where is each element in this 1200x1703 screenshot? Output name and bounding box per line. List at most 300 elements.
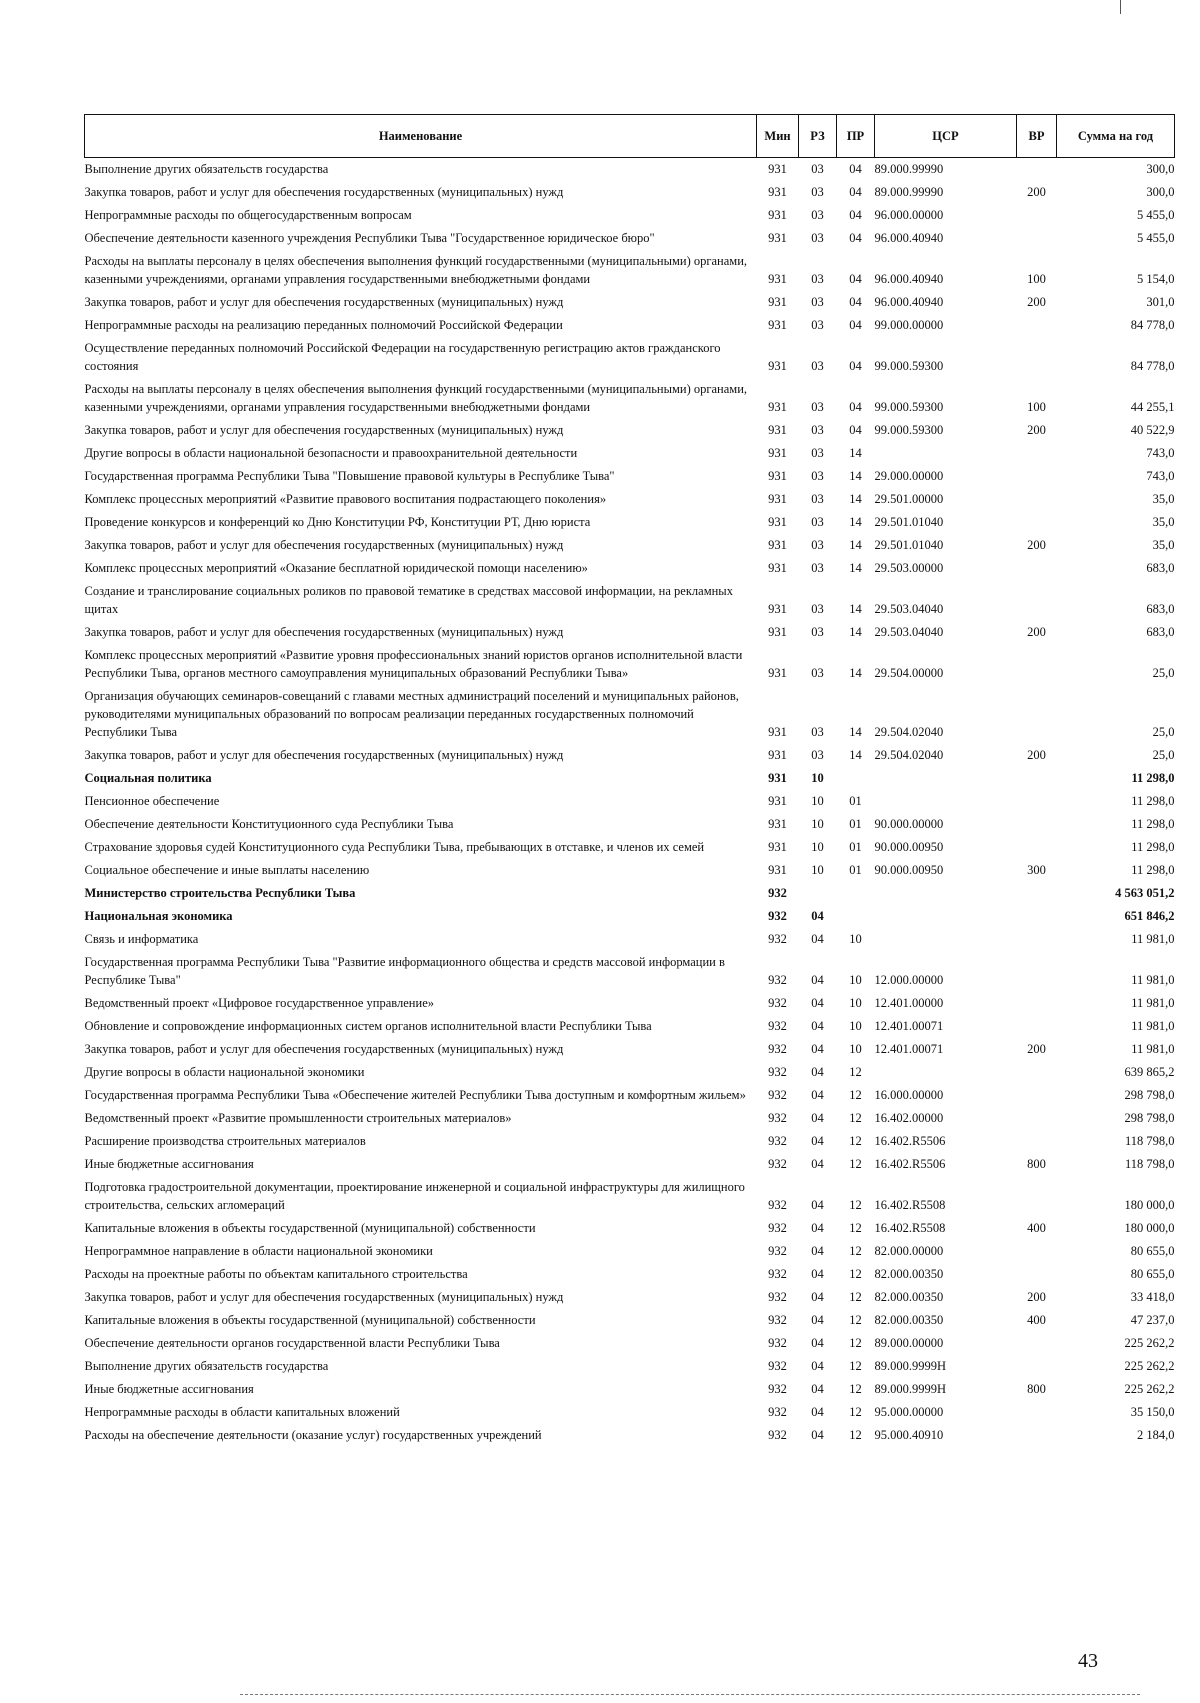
- cell-csr: 29.504.02040: [874, 748, 944, 762]
- cell-vr: [1017, 1332, 1057, 1355]
- cell-name: Другие вопросы в области национальной экономики: [84, 1065, 365, 1079]
- header-name: Наименование: [85, 115, 757, 158]
- cell-vr: 200: [1027, 185, 1046, 199]
- cell-name: Государственная программа Республики Тыва "Повышение правовой культуры в Республике Тыва": [84, 469, 615, 483]
- cell-pr: 12: [849, 1382, 862, 1396]
- cell-rz: 03: [811, 492, 824, 506]
- cell-pr: 04: [849, 359, 862, 373]
- cell-min: 931: [768, 602, 787, 616]
- cell-pr: 12: [849, 1134, 862, 1148]
- cell-vr: [1017, 465, 1057, 488]
- cell-rz: 04: [811, 1428, 824, 1442]
- table-row: [85, 314, 1175, 337]
- cell-min: 932: [768, 1088, 787, 1102]
- cell-csr: 90.000.00950: [874, 840, 944, 854]
- cell-pr: 10: [849, 1042, 862, 1056]
- cell-csr: 96.000.40940: [874, 295, 944, 309]
- table-row: [85, 1401, 1175, 1424]
- cell-pr: 04: [849, 231, 862, 245]
- cell-rz: 04: [811, 1134, 824, 1148]
- cell-name: Непрограммные расходы на реализацию переданных полномочий Российской Федерации: [84, 318, 563, 332]
- cell-name: Закупка товаров, работ и услуг для обеспечения государственных (муниципальных) нужд: [84, 748, 564, 762]
- cell-vr: [1017, 580, 1057, 621]
- cell-sum: 11 981,0: [1131, 1042, 1175, 1056]
- cell-csr: 89.000.99990: [874, 162, 944, 176]
- cell-min: 932: [768, 1313, 787, 1327]
- cell-name: Создание и транслирование социальных роликов по правовой тематике в средствах массовой информации, на рекламных щитах: [84, 584, 733, 616]
- table-row: [85, 250, 1175, 291]
- table-row: [85, 992, 1175, 1015]
- cell-sum: 11 981,0: [1131, 973, 1175, 987]
- cell-pr: 12: [849, 1088, 862, 1102]
- table-row: [85, 1061, 1175, 1084]
- cell-vr: [1017, 1084, 1057, 1107]
- cell-min: 931: [768, 446, 787, 460]
- table-row: [85, 1153, 1175, 1176]
- cell-name: Расходы на проектные работы по объектам капитального строительства: [84, 1267, 468, 1281]
- cell-pr: 01: [849, 794, 862, 808]
- cell-rz: 10: [811, 840, 824, 854]
- cell-name: Расходы на выплаты персоналу в целях обеспечения выполнения функций государственными (муниципальными) органами, казенными учреждениями, органами управления государственными внебюджетными фондами: [84, 382, 748, 414]
- cell-rz: 10: [811, 863, 824, 877]
- cell-rz: 04: [811, 1267, 824, 1281]
- cell-sum: 25,0: [1152, 748, 1175, 762]
- cell-pr: 04: [849, 272, 862, 286]
- cell-rz: 03: [811, 162, 824, 176]
- cell-pr: [837, 882, 875, 905]
- cell-name: Расширение производства строительных материалов: [84, 1134, 366, 1148]
- cell-sum: 118 798,0: [1124, 1134, 1175, 1148]
- cell-sum: 298 798,0: [1124, 1088, 1175, 1102]
- table-row: [85, 511, 1175, 534]
- cell-sum: 25,0: [1152, 725, 1175, 739]
- cell-rz: 03: [811, 748, 824, 762]
- cell-sum: 84 778,0: [1130, 359, 1175, 373]
- cell-rz: 03: [811, 359, 824, 373]
- cell-min: 931: [768, 666, 787, 680]
- cell-pr: 04: [849, 400, 862, 414]
- cell-vr: [1017, 557, 1057, 580]
- cell-name: Закупка товаров, работ и услуг для обеспечения государственных (муниципальных) нужд: [84, 625, 564, 639]
- cell-pr: 14: [849, 469, 862, 483]
- cell-min: 932: [768, 1267, 787, 1281]
- table-row: [85, 158, 1175, 182]
- cell-csr: 29.501.01040: [874, 538, 944, 552]
- cell-name: Обеспечение деятельности казенного учреждения Республики Тыва "Государственное юридическое бюро": [84, 231, 655, 245]
- table-header: [85, 115, 1175, 158]
- cell-csr: 29.501.01040: [874, 515, 944, 529]
- cell-pr: 12: [849, 1405, 862, 1419]
- cell-vr: [1017, 767, 1057, 790]
- cell-pr: 14: [849, 666, 862, 680]
- cell-min: 932: [768, 1405, 787, 1419]
- cell-pr: 01: [849, 863, 862, 877]
- cell-name: Подготовка градостроительной документации, проектирование инженерной и социальной инфраструктуры для жилищного строительства, сельских агломераций: [84, 1180, 745, 1212]
- cell-csr: [875, 905, 1017, 928]
- cell-rz: 04: [811, 1359, 824, 1373]
- cell-name: Государственная программа Республики Тыва «Обеспечение жителей Республики Тыва доступным и комфортным жильем»: [84, 1088, 746, 1102]
- cell-pr: 14: [849, 602, 862, 616]
- cell-vr: 800: [1027, 1157, 1046, 1171]
- cell-name: Непрограммные расходы в области капитальных вложений: [84, 1405, 400, 1419]
- cell-vr: 200: [1027, 295, 1046, 309]
- table-row: [85, 557, 1175, 580]
- cell-name: Комплекс процессных мероприятий «Развитие правового воспитания подрастающего поколения»: [84, 492, 607, 506]
- cell-min: 932: [768, 996, 787, 1010]
- cell-rz: 04: [811, 1042, 824, 1056]
- cell-rz: 04: [811, 1313, 824, 1327]
- cell-vr: [1017, 337, 1057, 378]
- cell-csr: 82.000.00350: [874, 1267, 944, 1281]
- cell-rz: 03: [811, 446, 824, 460]
- cell-name: Ведомственный проект «Цифровое государственное управление»: [84, 996, 434, 1010]
- cell-csr: [875, 442, 1017, 465]
- cell-csr: 16.402.R5508: [874, 1198, 946, 1212]
- cell-sum: 225 262,2: [1124, 1359, 1175, 1373]
- table-row: [85, 644, 1175, 685]
- cell-rz: 03: [811, 725, 824, 739]
- cell-sum: 743,0: [1146, 446, 1175, 460]
- table-row: [85, 859, 1175, 882]
- cell-sum: 11 298,0: [1131, 794, 1175, 808]
- cell-min: 931: [768, 295, 787, 309]
- cell-min: 931: [768, 561, 787, 575]
- cell-vr: [1017, 488, 1057, 511]
- cell-pr: 12: [849, 1267, 862, 1281]
- cell-sum: 118 798,0: [1124, 1157, 1175, 1171]
- cell-rz: 03: [811, 625, 824, 639]
- table-body: [85, 158, 1175, 1448]
- cell-min: 931: [768, 748, 787, 762]
- cell-sum: 5 154,0: [1137, 272, 1175, 286]
- cell-pr: 01: [849, 817, 862, 831]
- cell-vr: [1017, 992, 1057, 1015]
- cell-sum: 35 150,0: [1130, 1405, 1175, 1419]
- cell-vr: [1017, 204, 1057, 227]
- cell-name: Выполнение других обязательств государства: [84, 1359, 329, 1373]
- table-row: [85, 291, 1175, 314]
- cell-min: 932: [768, 1042, 787, 1056]
- cell-pr: 12: [849, 1290, 862, 1304]
- cell-csr: 16.402.R5506: [874, 1134, 946, 1148]
- cell-name: Комплекс процессных мероприятий «Оказание бесплатной юридической помощи населению»: [84, 561, 588, 575]
- cell-pr: [837, 767, 875, 790]
- cell-min: 932: [768, 1336, 787, 1350]
- cell-rz: 04: [811, 1382, 824, 1396]
- cell-name: Расходы на обеспечение деятельности (оказание услуг) государственных учреждений: [84, 1428, 542, 1442]
- cell-min: 931: [768, 400, 787, 414]
- cell-name: Организация обучающих семинаров-совещаний с главами местных администраций поселений и муниципальных районов, руководителями муниципальных образований по вопросам реализации переданных государственных полномочий Республики Тыва: [84, 689, 739, 739]
- cell-min: 932: [768, 1428, 787, 1442]
- cell-rz: 04: [811, 909, 824, 923]
- cell-csr: 99.000.00000: [874, 318, 944, 332]
- cell-min: 932: [768, 1382, 787, 1396]
- cell-sum: 180 000,0: [1124, 1198, 1175, 1212]
- table-row: [85, 419, 1175, 442]
- cell-min: 931: [768, 725, 787, 739]
- cell-pr: 14: [849, 725, 862, 739]
- cell-pr: 12: [849, 1198, 862, 1212]
- cell-vr: [1017, 905, 1057, 928]
- cell-csr: 90.000.00950: [874, 863, 944, 877]
- table-row: [85, 813, 1175, 836]
- table-row: [85, 1217, 1175, 1240]
- cell-vr: [1017, 685, 1057, 744]
- cell-sum: 35,0: [1152, 492, 1175, 506]
- cell-vr: 400: [1027, 1313, 1046, 1327]
- cell-sum: 180 000,0: [1124, 1221, 1175, 1235]
- cell-min: 931: [768, 423, 787, 437]
- cell-pr: 12: [849, 1065, 862, 1079]
- cell-name: Непрограммные расходы по общегосударственным вопросам: [84, 208, 412, 222]
- cell-rz: 04: [811, 1065, 824, 1079]
- cell-csr: 12.401.00071: [874, 1019, 944, 1033]
- cell-min: 932: [768, 932, 787, 946]
- page-number: 43: [1078, 1650, 1098, 1672]
- budget-table: [84, 114, 1175, 1447]
- cell-min: 931: [768, 515, 787, 529]
- cell-sum: 651 846,2: [1124, 909, 1175, 923]
- cell-csr: [875, 928, 1017, 951]
- cell-vr: 200: [1027, 1042, 1046, 1056]
- cell-sum: 11 298,0: [1131, 771, 1175, 785]
- table-row: [85, 905, 1175, 928]
- cell-pr: 10: [849, 973, 862, 987]
- cell-csr: [875, 1061, 1017, 1084]
- cell-min: 932: [768, 1221, 787, 1235]
- cell-csr: 99.000.59300: [874, 359, 944, 373]
- cell-name: Проведение конкурсов и конференций ко Дню Конституции РФ, Конституции РТ, Дню юриста: [84, 515, 591, 529]
- table-row: [85, 1286, 1175, 1309]
- cell-vr: [1017, 790, 1057, 813]
- cell-vr: [1017, 1015, 1057, 1038]
- cell-vr: [1017, 1424, 1057, 1447]
- cell-vr: [1017, 442, 1057, 465]
- cell-csr: 29.000.00000: [874, 469, 944, 483]
- cell-vr: [1017, 1130, 1057, 1153]
- cell-vr: 800: [1027, 1382, 1046, 1396]
- cell-name: Капитальные вложения в объекты государственной (муниципальной) собственности: [84, 1221, 536, 1235]
- cell-name: Закупка товаров, работ и услуг для обеспечения государственных (муниципальных) нужд: [84, 1290, 564, 1304]
- cell-rz: 04: [811, 1157, 824, 1171]
- cell-sum: 225 262,2: [1124, 1382, 1175, 1396]
- cell-rz: 03: [811, 666, 824, 680]
- cell-pr: 14: [849, 446, 862, 460]
- cell-vr: [1017, 1176, 1057, 1217]
- cell-sum: 639 865,2: [1124, 1065, 1175, 1079]
- cell-min: 932: [768, 886, 787, 900]
- cell-pr: 12: [849, 1221, 862, 1235]
- cell-vr: [1017, 813, 1057, 836]
- cell-name: Капитальные вложения в объекты государственной (муниципальной) собственности: [84, 1313, 536, 1327]
- cell-vr: [1017, 951, 1057, 992]
- cell-csr: [875, 882, 1017, 905]
- cell-vr: [1017, 314, 1057, 337]
- cell-rz: 04: [811, 932, 824, 946]
- cell-rz: 04: [811, 1290, 824, 1304]
- cell-pr: 14: [849, 561, 862, 575]
- table-row: [85, 465, 1175, 488]
- cell-csr: 96.000.40940: [874, 231, 944, 245]
- cell-pr: 04: [849, 295, 862, 309]
- cell-min: 931: [768, 469, 787, 483]
- table-row: [85, 1240, 1175, 1263]
- cell-rz: [799, 882, 837, 905]
- cell-rz: 03: [811, 400, 824, 414]
- cell-name: Другие вопросы в области национальной безопасности и правоохранительной деятельности: [84, 446, 578, 460]
- cell-name: Страхование здоровья судей Конституционного суда Республики Тыва, пребывающих в отставке, и членов их семей: [84, 840, 705, 854]
- cell-csr: [875, 767, 1017, 790]
- cell-name: Государственная программа Республики Тыва "Развитие информационного общества и средств массовой информации в Республике Тыва": [84, 955, 725, 987]
- cell-sum: 301,0: [1146, 295, 1175, 309]
- cell-rz: 03: [811, 561, 824, 575]
- cell-pr: 01: [849, 840, 862, 854]
- cell-vr: [1017, 1263, 1057, 1286]
- table-row: [85, 227, 1175, 250]
- cell-sum: 80 655,0: [1130, 1267, 1175, 1281]
- cell-sum: 44 255,1: [1130, 400, 1175, 414]
- cell-min: 931: [768, 318, 787, 332]
- cell-csr: 96.000.00000: [874, 208, 944, 222]
- cell-rz: 04: [811, 1221, 824, 1235]
- cell-csr: 95.000.00000: [874, 1405, 944, 1419]
- cell-min: 932: [768, 1244, 787, 1258]
- cell-csr: 29.501.00000: [874, 492, 944, 506]
- cell-name: Обеспечение деятельности Конституционного суда Республики Тыва: [84, 817, 454, 831]
- cell-csr: 29.503.04040: [874, 625, 944, 639]
- cell-min: 931: [768, 771, 787, 785]
- cell-csr: 89.000.9999Н: [874, 1382, 947, 1396]
- cell-min: 931: [768, 794, 787, 808]
- cell-csr: 29.503.04040: [874, 602, 944, 616]
- table-row: [85, 1355, 1175, 1378]
- cell-name: Национальная экономика: [84, 909, 233, 923]
- table-row: [85, 1309, 1175, 1332]
- cell-pr: 04: [849, 423, 862, 437]
- cell-rz: 03: [811, 515, 824, 529]
- cell-pr: 12: [849, 1428, 862, 1442]
- table-row: [85, 1038, 1175, 1061]
- cell-rz: 04: [811, 996, 824, 1010]
- cell-csr: 82.000.00350: [874, 1290, 944, 1304]
- cell-min: 932: [768, 1290, 787, 1304]
- cell-name: Осуществление переданных полномочий Российской Федерации на государственную регистрацию актов гражданского состояния: [84, 341, 721, 373]
- cell-name: Закупка товаров, работ и услуг для обеспечения государственных (муниципальных) нужд: [84, 423, 564, 437]
- cell-vr: [1017, 928, 1057, 951]
- table-row: [85, 488, 1175, 511]
- table-row: [85, 204, 1175, 227]
- cell-pr: [837, 905, 875, 928]
- cell-pr: 12: [849, 1157, 862, 1171]
- cell-csr: 82.000.00000: [874, 1244, 944, 1258]
- cell-name: Выполнение других обязательств государства: [84, 162, 329, 176]
- cell-csr: 16.402.R5506: [874, 1157, 946, 1171]
- table-row: [85, 181, 1175, 204]
- cell-pr: 12: [849, 1244, 862, 1258]
- cell-vr: 300: [1027, 863, 1046, 877]
- cell-name: Ведомственный проект «Развитие промышленности строительных материалов»: [84, 1111, 512, 1125]
- cell-vr: [1017, 1240, 1057, 1263]
- cell-min: 931: [768, 272, 787, 286]
- cell-rz: 04: [811, 1336, 824, 1350]
- cell-vr: [1017, 158, 1057, 182]
- cell-pr: 04: [849, 208, 862, 222]
- cell-min: 931: [768, 492, 787, 506]
- cell-min: 931: [768, 863, 787, 877]
- cell-pr: 14: [849, 748, 862, 762]
- table-row: [85, 1176, 1175, 1217]
- cell-rz: 03: [811, 295, 824, 309]
- table-row: [85, 744, 1175, 767]
- cell-pr: 10: [849, 1019, 862, 1033]
- cell-sum: 33 418,0: [1130, 1290, 1175, 1304]
- cell-csr: 12.000.00000: [874, 973, 944, 987]
- cell-vr: [1017, 836, 1057, 859]
- cell-sum: 47 237,0: [1130, 1313, 1175, 1327]
- header-row: [85, 115, 1175, 158]
- cell-csr: 96.000.40940: [874, 272, 944, 286]
- cell-min: 931: [768, 231, 787, 245]
- cell-pr: 10: [849, 932, 862, 946]
- cell-pr: 04: [849, 162, 862, 176]
- cell-sum: 35,0: [1152, 515, 1175, 529]
- cell-sum: 11 981,0: [1131, 932, 1175, 946]
- cell-sum: 80 655,0: [1130, 1244, 1175, 1258]
- table-row: [85, 790, 1175, 813]
- cell-min: 932: [768, 1359, 787, 1373]
- cell-rz: 03: [811, 318, 824, 332]
- table-row: [85, 928, 1175, 951]
- cell-vr: [1017, 1061, 1057, 1084]
- header-min: Мин: [757, 115, 799, 158]
- cell-rz: 04: [811, 973, 824, 987]
- header-vr: ВР: [1017, 115, 1057, 158]
- cell-vr: 100: [1027, 400, 1046, 414]
- table-row: [85, 534, 1175, 557]
- cell-name: Непрограммное направление в области национальной экономики: [84, 1244, 433, 1258]
- cell-sum: 300,0: [1146, 162, 1175, 176]
- cell-min: 932: [768, 1111, 787, 1125]
- cell-sum: 298 798,0: [1124, 1111, 1175, 1125]
- cell-pr: 10: [849, 996, 862, 1010]
- cell-min: 932: [768, 1019, 787, 1033]
- cell-csr: 90.000.00000: [874, 817, 944, 831]
- cell-csr: 29.504.00000: [874, 666, 944, 680]
- cell-min: 931: [768, 625, 787, 639]
- cell-csr: 82.000.00350: [874, 1313, 944, 1327]
- cell-sum: 683,0: [1146, 602, 1175, 616]
- cell-min: 931: [768, 208, 787, 222]
- table-row: [85, 882, 1175, 905]
- cell-csr: 16.000.00000: [874, 1088, 944, 1102]
- table-row: [85, 1015, 1175, 1038]
- cell-rz: 03: [811, 423, 824, 437]
- cell-name: Обеспечение деятельности органов государственной власти Республики Тыва: [84, 1336, 500, 1350]
- cell-min: 931: [768, 840, 787, 854]
- cell-pr: 14: [849, 492, 862, 506]
- cell-rz: 03: [811, 602, 824, 616]
- cell-vr: [1017, 1401, 1057, 1424]
- cell-sum: 683,0: [1146, 561, 1175, 575]
- cell-csr: 16.402.00000: [874, 1111, 944, 1125]
- cell-rz: 03: [811, 272, 824, 286]
- cell-name: Социальная политика: [84, 771, 212, 785]
- cell-rz: 03: [811, 469, 824, 483]
- cell-min: 931: [768, 185, 787, 199]
- cell-min: 931: [768, 359, 787, 373]
- table-row: [85, 951, 1175, 992]
- cell-rz: 04: [811, 1405, 824, 1419]
